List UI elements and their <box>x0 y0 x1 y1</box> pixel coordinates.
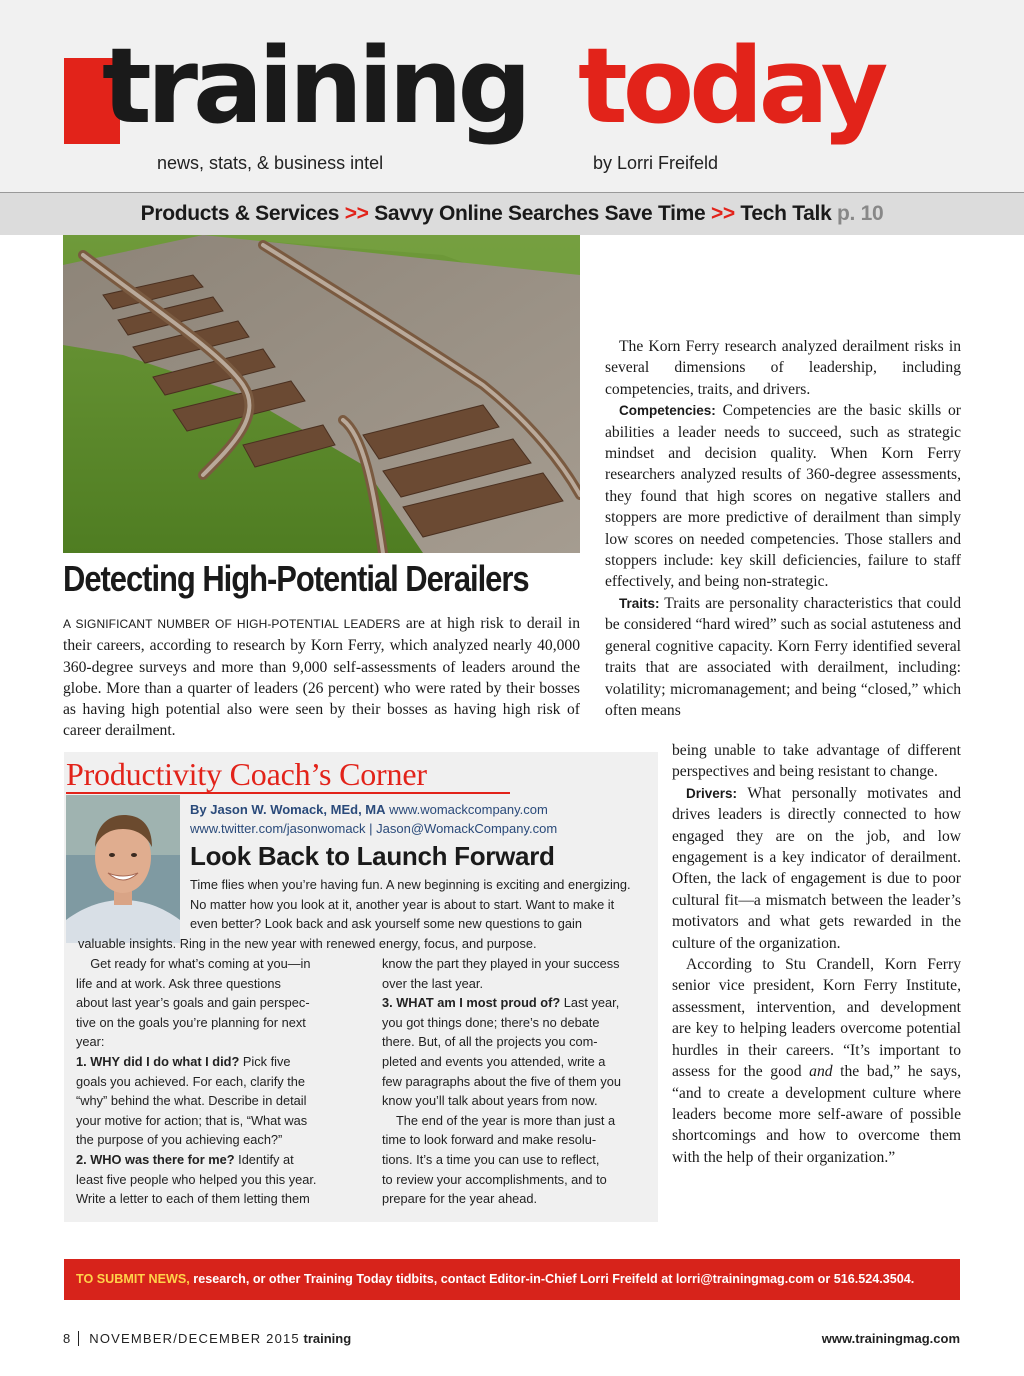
nav-separator: >> <box>344 202 369 225</box>
coach-article-headline: Look Back to Launch Forward <box>190 841 555 871</box>
coach-line: time to look forward and make resolu- <box>382 1132 597 1148</box>
article-lead-paragraph <box>63 613 580 742</box>
banner-highlight: TO SUBMIT NEWS, <box>76 1272 190 1286</box>
closing-emphasis: and <box>809 1063 833 1081</box>
coach-line: to review your accomplishments, and to <box>382 1171 607 1187</box>
coach-line: there. But, of all the projects you com- <box>382 1034 598 1050</box>
closing-text-b: the bad,” he says, “and to create a development culture where leaders become more self-aware of possible shortcomings and how to overcome them with the help of their organization.” <box>672 1063 961 1166</box>
question-1-label: 1. WHY did I do what I did? <box>76 1053 240 1069</box>
author-website-link[interactable]: www.womackcompany.com <box>385 802 548 817</box>
magazine-name: training <box>303 1331 352 1346</box>
intro-line: No matter how you look at it, another year is about to start. Want to make it <box>190 896 615 912</box>
coach-line: Get ready for what’s coming at you—in <box>76 956 311 971</box>
competencies-label: Competencies: <box>619 403 716 419</box>
coach-line: your motive for action; that is, “What was <box>76 1112 308 1128</box>
coach-question-3 <box>382 993 654 1013</box>
hero-image-derailed-tracks <box>63 235 580 553</box>
nav-page-ref: p. 10 <box>837 202 884 225</box>
coach-line: “why” behind the what. Describe in detail <box>76 1093 307 1109</box>
coach-question-1 <box>76 1052 348 1072</box>
coach-line: The end of the year is more than just a <box>382 1112 616 1128</box>
coach-line: Pick five <box>239 1053 291 1069</box>
nav-item-products: Products & Services <box>140 202 340 225</box>
masthead-byline: by Lorri Freifeld <box>593 153 719 173</box>
masthead-title-training: training <box>102 25 528 147</box>
article-paragraph-drivers <box>672 783 961 954</box>
coach-line: few paragraphs about the five of them you <box>382 1073 622 1089</box>
coach-line: pleted and events you attended, write a <box>382 1053 606 1069</box>
submit-news-banner <box>64 1259 960 1300</box>
question-3-label: 3. WHAT am I most proud of? <box>382 995 561 1011</box>
coach-line: tive on the goals you’re planning for next <box>76 1014 306 1030</box>
coach-line: tions. It’s a time you can use to reflect, <box>382 1151 600 1167</box>
article-paragraph: The Korn Ferry research analyzed derailment risks in several dimensions of leadership, including competencies, traits, and drivers. <box>605 338 961 398</box>
nav-item-searches: Savvy Online Searches Save Time <box>374 202 706 225</box>
masthead-title-today: today <box>578 25 884 147</box>
coach-line: Last year, <box>560 995 620 1011</box>
article-paragraph-traits <box>605 593 961 721</box>
section-nav-bar <box>0 193 1024 235</box>
coach-line: you got things done; there’s no debate <box>382 1014 600 1030</box>
competencies-text: Competencies are the basic skills or abilities a leader needs to succeed, such as strategic mindset and decision quality. When Korn Ferry researchers analyzed results of 360-degree assessments, they found that high scores on negative stallers and stoppers are more predictive of derailment than simply low scores on needed competencies. Those stallers and stoppers include: key skill deficiencies, failure to staff effectively, and being non-strategic. <box>605 402 961 591</box>
coach-line: prepare for the year ahead. <box>382 1191 538 1207</box>
page-footer-left <box>63 1331 351 1346</box>
banner-text: research, or other Training Today tidbits, contact Editor-in-Chief Lorri Freifeld at lorri@trainingmag.com or 516.524.3504. <box>189 1272 915 1286</box>
coach-line: life and at work. Ask three questions <box>76 975 281 991</box>
question-2-label: 2. WHO was there for me? <box>76 1151 235 1167</box>
article-paragraph-competencies <box>605 400 961 593</box>
coach-column-left <box>76 954 348 1209</box>
article-right-column-lower <box>672 740 961 1168</box>
traits-text: Traits are personality characteristics that could be considered “hard wired” such as social astuteness and general cognitive capacity. Korn Ferry identified several traits that are associated with derailment, including: volatility; micromanagement; and being “closed,” which often means <box>605 594 961 719</box>
coach-corner-title: Productivity Coach’s Corner <box>66 756 427 792</box>
coach-line: year: <box>76 1034 105 1050</box>
page-number: 8 <box>63 1331 79 1346</box>
coach-line: know you’ll talk about years from now. <box>382 1093 598 1109</box>
coach-intro-paragraph <box>78 875 656 953</box>
coach-corner-underline <box>66 792 510 794</box>
traits-continued: being unable to take advantage of different perspectives and being resistant to change. <box>672 742 961 781</box>
coach-line: about last year’s goals and gain perspec- <box>76 995 310 1011</box>
coach-line: the purpose of you achieving each?” <box>76 1132 283 1148</box>
masthead <box>0 0 1024 192</box>
article-right-column-upper <box>605 336 961 721</box>
nav-item-tech-talk: Tech Talk <box>740 202 832 225</box>
coach-line: Write a letter to each of them letting them <box>76 1191 310 1207</box>
lead-caps: A SIGNIFICANT NUMBER OF HIGH-POTENTIAL LEADERS <box>63 617 401 631</box>
traits-label: Traits: <box>619 595 660 611</box>
lead-text: are at high risk to derail in their careers, according to research by Korn Ferry, which analyzed nearly 40,000 360-degree surveys and more than 9,000 self-assessments of leaders around the globe. More than a quarter of leaders (26 percent) who were rated by their bosses as having high potential also were seen by their bosses as having high risk of career derailment. <box>63 615 580 740</box>
coach-question-2 <box>76 1150 348 1170</box>
issue-date: NOVEMBER/DECEMBER 2015 <box>89 1331 300 1346</box>
coach-author-byline <box>190 800 557 838</box>
intro-line: even better? Look back and ask yourself some new questions to gain <box>190 916 582 932</box>
author-contact-links[interactable]: www.twitter.com/jasonwomack | Jason@WomackCompany.com <box>190 821 558 836</box>
footer-website-link[interactable]: www.trainingmag.com <box>821 1331 960 1346</box>
drivers-label: Drivers: <box>686 785 738 801</box>
author-name: By Jason W. Womack, MEd, MA <box>190 802 386 817</box>
masthead-tagline: news, stats, & business intel <box>157 153 384 173</box>
coach-column-right <box>382 954 654 1209</box>
coach-line: Identify at <box>234 1151 294 1167</box>
closing-text-a: According to Stu Crandell, Korn Ferry senior vice president, Korn Ferry Institute, assessment, intervention, and development are key to helping leaders overcome potential hurdles in their careers. “It’s important to assess for the good <box>672 956 961 1081</box>
article-paragraph-closing <box>672 954 961 1168</box>
nav-separator: >> <box>710 202 735 225</box>
coach-line: least five people who helped you this year. <box>76 1171 317 1187</box>
coach-line: goals you achieved. For each, clarify the <box>76 1073 306 1089</box>
intro-line: valuable insights. Ring in the new year with renewed energy, focus, and purpose. <box>78 935 537 951</box>
drivers-text: What personally motivates and drives leaders is directly connected to how engaged they are on the job, and low engagement is a key indicator of derailment. Often, the lack of engagement is due to poor cultural fit—a mismatch between the leader’s motivators and what gets rewarded in the culture of the organization. <box>672 784 961 952</box>
coach-line: over the last year. <box>382 975 484 991</box>
article-headline: Detecting High-Potential Derailers <box>63 558 529 599</box>
intro-line: Time flies when you’re having fun. A new beginning is exciting and energizing. <box>190 877 631 892</box>
coach-line: know the part they played in your success <box>382 956 620 971</box>
